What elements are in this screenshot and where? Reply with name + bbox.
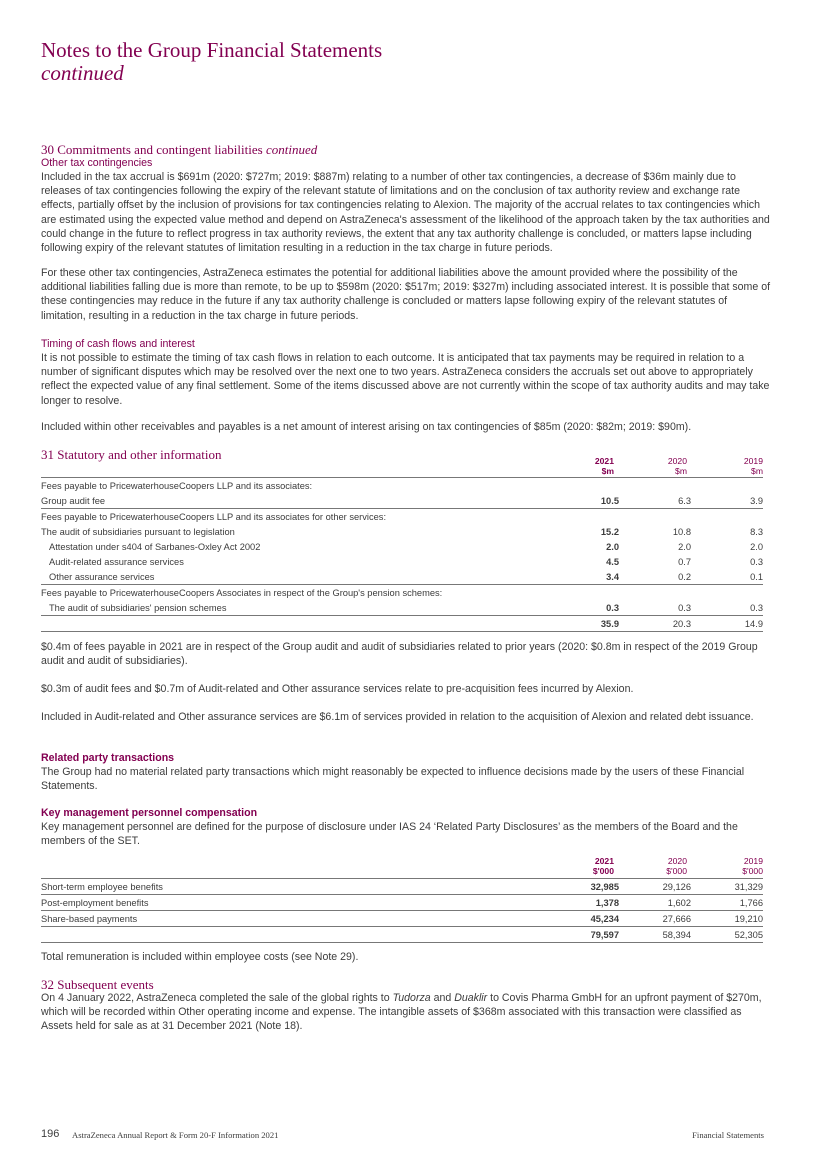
fees-col-2021: 2021 $m [594, 456, 614, 476]
fees-col-2020: 2020 $m [667, 456, 687, 476]
related-party-heading: Related party transactions [41, 752, 175, 764]
kmp-paragraph: Key management personnel are defined for the purpose of disclosure under IAS 24 ‘Related Party Disclosures’ as the members of the Board and the members of the SET. [41, 821, 738, 848]
table-row: Fees payable to PricewaterhouseCoopers LLP and its associates for other services: [41, 509, 763, 525]
kmp-total-note: Total remuneration is included within employee costs (see Note 29). [41, 951, 359, 963]
table-total-row: 35.9 20.3 14.9 [41, 616, 763, 632]
section-32-title: 32 Subsequent events [41, 977, 154, 992]
kmp-compensation-table [41, 878, 763, 943]
kmp-col-2021: 2021 $'000 [592, 856, 614, 876]
timing-paragraph-2: Included within other receivables and payables is a net amount of interest arising on tax contingencies of $85m (2020: $82m; 2019: $90m). [41, 421, 692, 433]
table-row: Fees payable to PricewaterhouseCoopers Associates in respect of the Group's pension schemes: [41, 585, 763, 601]
section-30-title-suffix: continued [265, 142, 318, 157]
fees-note-1: $0.4m of fees payable in 2021 are in respect of the Group audit and audit of subsidiaries related to prior years (2020: $0.8m in respect of the 2019 Group audit and audit of subsidiaries). [41, 641, 758, 668]
related-party-paragraph: The Group had no material related party transactions which might reasonably be expected to influence decisions made by the users of these Financial Statements. [41, 766, 745, 793]
footer-section: Financial Statements [692, 1130, 764, 1140]
subsequent-events-paragraph: On 4 January 2022, AstraZeneca completed the sale of the global rights to Tudorza and Duaklir to Covis Pharma GmbH for an upfront payment of $270m, which will be recorded within Other operating income and expense. The intangible assets of $368m associated with this transaction were classified as Assets held for sale as at 31 December 2021 (Note 18). [41, 992, 762, 1033]
table-row: Group audit fee 10.5 6.3 3.9 [41, 495, 763, 506]
table-row: Attestation under s404 of Sarbanes-Oxley Act 2002 2.0 2.0 2.0 [49, 541, 763, 552]
auditor-fees-table [41, 477, 763, 632]
kmp-heading: Key management personnel compensation [41, 807, 258, 819]
page-title: Notes to the Group Financial Statements [41, 38, 383, 62]
fees-note-3: Included in Audit-related and Other assurance services are $6.1m of services provided in relation to the acquisition of Alexion and related debt issuance. [41, 711, 754, 723]
table-row: Audit-related assurance services 4.5 0.7 0.3 [49, 556, 763, 567]
table-row: Other assurance services 3.4 0.2 0.1 [49, 571, 763, 582]
section-30-title: 30 Commitments and contingent liabilities [41, 142, 263, 157]
fees-col-2019: 2019 $m [743, 456, 763, 476]
kmp-col-2020: 2020 $'000 [666, 856, 687, 876]
other-tax-paragraph-2: For these other tax contingencies, AstraZeneca estimates the potential for additional liabilities above the amount provided where the possibility of the additional liabilities falling due is more than remote, to be up to $598m (2020: $517m; 2019: $327m) including associated interest. It is possible that some of these contingencies may reduce in the future if any tax authority challenge is concluded or matters lapse following expiry of the relevant statutes of limitation, resulting in a reduction in the tax charge in future periods. [41, 267, 771, 322]
page-number: 196 [41, 1128, 60, 1140]
table-total-row: 79,597 58,394 52,305 [41, 927, 763, 943]
other-tax-heading: Other tax contingencies [41, 157, 153, 169]
page-subtitle: continued [41, 61, 124, 85]
timing-heading: Timing of cash flows and interest [41, 338, 195, 350]
table-row: Short-term employee benefits 32,985 29,126 31,329 [41, 879, 763, 895]
table-row: Share-based payments 45,234 27,666 19,210 [41, 911, 763, 927]
footer-report-title: AstraZeneca Annual Report & Form 20-F Information 2021 [72, 1130, 279, 1140]
section-31-title: 31 Statutory and other information [41, 447, 222, 462]
timing-paragraph-1: It is not possible to estimate the timing of tax cash flows in relation to each outcome. It is anticipated that tax payments may be required in relation to a number of significant disputes which may be resolved over the next one to two years. AstraZeneca considers the accruals set out above to appropriately reflect the expected value of any final settlement. Some of the items discussed above are not currently within the scope of tax authority audits and may take longer to resolve. [41, 352, 770, 407]
other-tax-paragraph-1: Included in the tax accrual is $691m (2020: $727m; 2019: $887m) relating to a number of other tax contingencies, a decrease of $36m mainly due to releases of tax contingencies following the expiry of the relevant statute of limitations and on the conclusion of tax authority review and exchange rate effects, partially offset by the inclusion of provisions for tax contingencies relating to Alexion. The majority of the accrual relates to tax contingencies which are estimated using the expected value method and depend on AstraZeneca's assessment of the likelihood of the approach taken by the tax authorities and could change in the future to reflect progress in tax authority reviews, the extent that any tax authority challenge is concluded, or matters lapse including following expiry of the relevant statutes of limitation resulting in a reduction in the tax charge in future periods. [41, 171, 770, 255]
table-row: Fees payable to PricewaterhouseCoopers LLP and its associates: [41, 478, 763, 494]
kmp-col-2019: 2019 $'000 [742, 856, 763, 876]
table-row: The audit of subsidiaries' pension schemes 0.3 0.3 0.3 [49, 602, 763, 613]
table-row: Post-employment benefits 1,378 1,602 1,766 [41, 895, 763, 911]
section-30-heading [41, 142, 317, 157]
fees-note-2: $0.3m of audit fees and $0.7m of Audit-related and Other assurance services relate to pre-acquisition fees incurred by Alexion. [41, 683, 634, 695]
table-row: The audit of subsidiaries pursuant to legislation 15.2 10.8 8.3 [41, 526, 763, 537]
